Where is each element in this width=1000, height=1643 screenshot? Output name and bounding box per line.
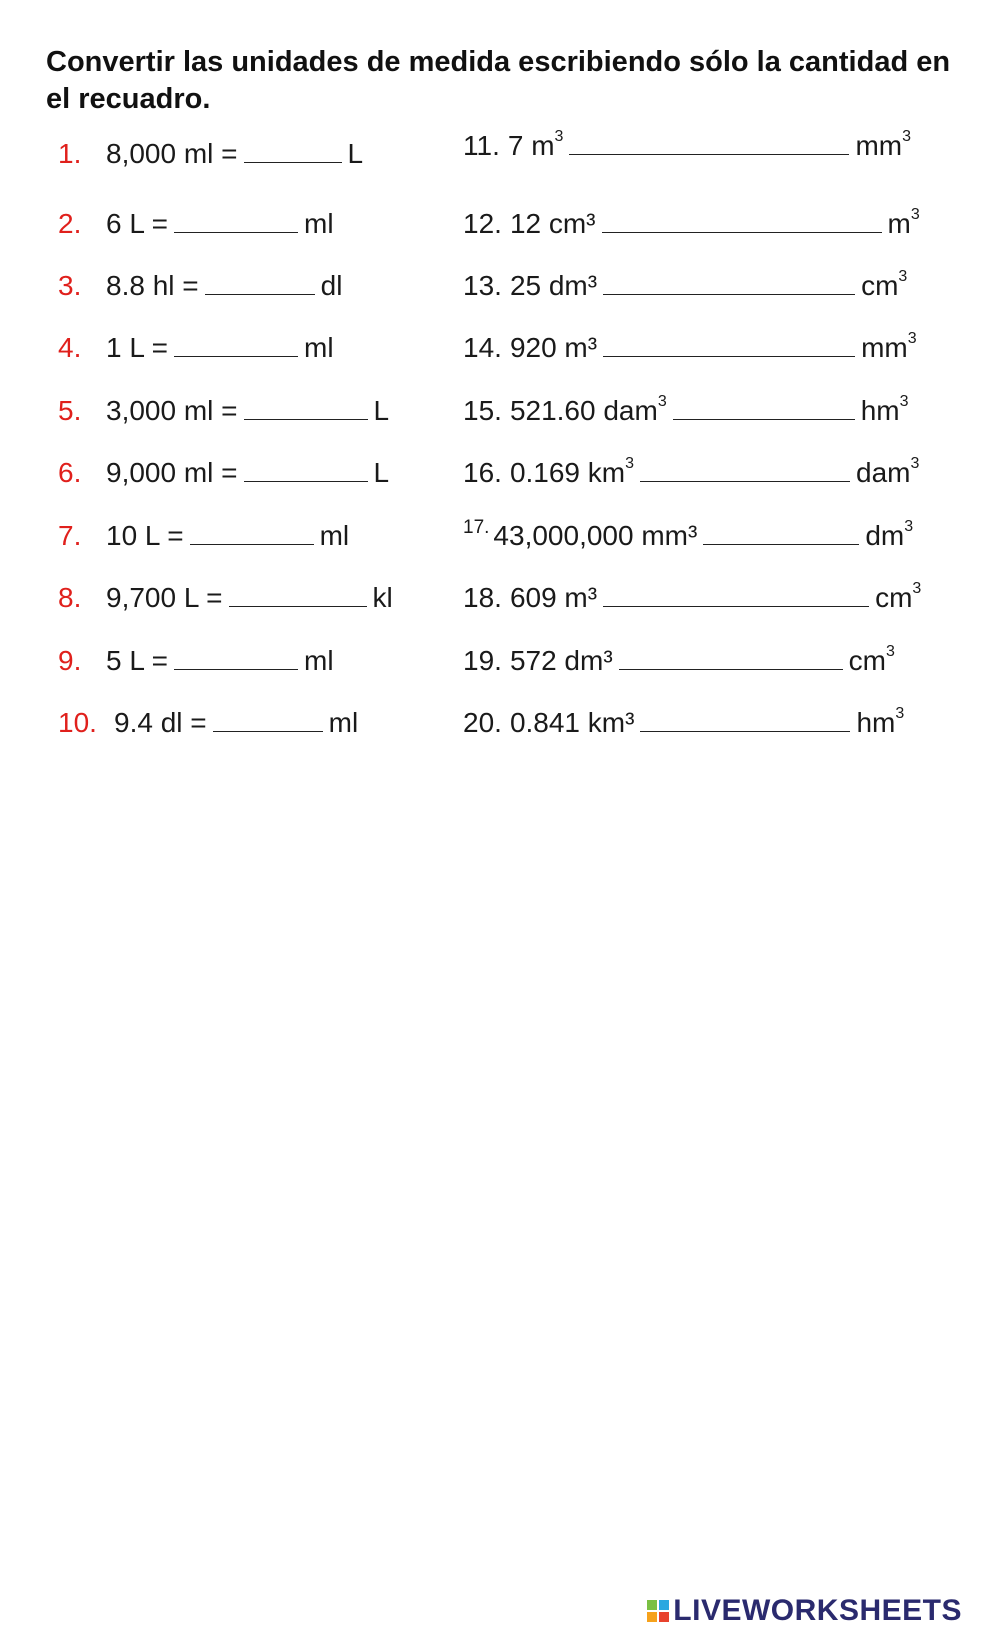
- target-unit: m: [887, 208, 911, 239]
- exercise-number: 9.: [58, 645, 82, 676]
- right-exercise-row: [463, 455, 919, 491]
- exercise-number: 14.: [463, 332, 502, 363]
- exercise-expression: 572 dm³: [509, 645, 613, 676]
- logo-square-1: [647, 1600, 657, 1610]
- answer-blank[interactable]: [213, 705, 323, 732]
- answer-blank[interactable]: [673, 393, 855, 420]
- answer-blank[interactable]: [640, 705, 850, 732]
- left-exercise-row: [58, 330, 334, 366]
- answer-blank[interactable]: [174, 643, 298, 670]
- exercise-expression: 920 m³: [509, 332, 598, 363]
- left-exercise-row: [58, 580, 393, 616]
- expression-exponent: 3: [625, 454, 635, 472]
- target-unit: hm: [856, 707, 896, 738]
- liveworksheets-logo: [647, 1594, 962, 1628]
- exercise-expression: 1 L =: [106, 332, 169, 363]
- exercise-expression: 10 L =: [106, 520, 184, 551]
- answer-blank[interactable]: [602, 206, 882, 233]
- target-unit: mm: [855, 130, 903, 161]
- exercise-expression: 3,000 ml =: [106, 395, 238, 426]
- exercise-number: 17.: [463, 516, 490, 538]
- right-exercise-row: [463, 643, 895, 679]
- answer-blank[interactable]: [244, 393, 368, 420]
- logo-square-3: [647, 1612, 657, 1622]
- exercise-expression: 0.169 km: [509, 457, 626, 488]
- target-unit: L: [347, 138, 364, 169]
- exercise-expression: 25 dm³: [509, 270, 598, 301]
- right-exercise-row: [463, 206, 920, 242]
- page-title: Convertir las unidades de medida escribiendo sólo la cantidad en el recuadro.: [46, 46, 951, 115]
- left-exercise-row: [58, 705, 358, 741]
- exercise-number: 6.: [58, 457, 82, 488]
- target-unit: cm: [848, 645, 886, 676]
- answer-blank[interactable]: [703, 518, 859, 545]
- unit-exponent: 3: [907, 329, 917, 347]
- target-unit: L: [373, 395, 390, 426]
- answer-blank[interactable]: [174, 330, 298, 357]
- unit-exponent: 3: [885, 642, 895, 660]
- exercise-number: 7.: [58, 520, 82, 551]
- exercise-number: 10.: [58, 707, 97, 738]
- exercise-expression: 9,700 L =: [106, 582, 223, 613]
- exercise-number: 4.: [58, 332, 82, 363]
- exercise-expression: 5 L =: [106, 645, 169, 676]
- exercise-expression: 8.8 hl =: [106, 270, 199, 301]
- exercise-number: 1.: [58, 138, 82, 169]
- left-exercise-row: [58, 518, 349, 554]
- exercise-expression: 6 L =: [106, 208, 169, 239]
- right-exercise-row: [463, 393, 909, 429]
- right-exercise-row: [463, 128, 911, 164]
- exercise-number: 3.: [58, 270, 82, 301]
- exercise-expression: 7 m: [507, 130, 555, 161]
- right-exercise-row: [463, 330, 917, 366]
- answer-blank[interactable]: [603, 268, 855, 295]
- answer-blank[interactable]: [174, 206, 298, 233]
- left-exercise-row: [58, 206, 334, 242]
- unit-exponent: 3: [899, 392, 909, 410]
- target-unit: ml: [328, 707, 359, 738]
- answer-blank[interactable]: [244, 136, 342, 163]
- logo-text: LIVEWORKSHEETS: [673, 1594, 962, 1627]
- answer-blank[interactable]: [244, 455, 368, 482]
- target-unit: dm: [865, 520, 905, 551]
- target-unit: cm: [861, 270, 899, 301]
- exercise-number: 18.: [463, 582, 502, 613]
- exercise-number: 13.: [463, 270, 502, 301]
- answer-blank[interactable]: [603, 580, 869, 607]
- target-unit: ml: [304, 208, 334, 239]
- exercise-expression: 9.4 dl =: [114, 707, 207, 738]
- exercise-number: 8.: [58, 582, 82, 613]
- left-exercise-row: [58, 643, 334, 679]
- right-exercise-row: [463, 518, 913, 554]
- exercise-expression: 521.60 dam: [509, 395, 658, 426]
- unit-exponent: 3: [898, 267, 908, 285]
- answer-blank[interactable]: [569, 128, 849, 155]
- exercise-number: 20.: [463, 707, 502, 738]
- left-exercise-row: [58, 455, 389, 491]
- left-exercise-row: [58, 393, 389, 429]
- logo-mark-icon: [647, 1600, 669, 1622]
- target-unit: mm: [861, 332, 908, 363]
- target-unit: ml: [304, 332, 334, 363]
- logo-square-4: [659, 1612, 669, 1622]
- target-unit: kl: [372, 582, 393, 613]
- exercise-expression: 8,000 ml =: [106, 138, 238, 169]
- exercise-number: 5.: [58, 395, 82, 426]
- unit-exponent: 3: [904, 517, 914, 535]
- unit-exponent: 3: [895, 704, 905, 722]
- answer-blank[interactable]: [190, 518, 314, 545]
- target-unit: dam: [856, 457, 911, 488]
- exercise-expression: 12 cm³: [509, 208, 596, 239]
- target-unit: cm: [875, 582, 913, 613]
- exercise-expression: 0.841 km³: [509, 707, 635, 738]
- exercise-number: 16.: [463, 457, 502, 488]
- logo-square-2: [659, 1600, 669, 1610]
- answer-blank[interactable]: [205, 268, 315, 295]
- unit-exponent: 3: [910, 205, 920, 223]
- left-exercise-row: [58, 268, 342, 304]
- exercise-number: 2.: [58, 208, 82, 239]
- target-unit: L: [373, 457, 390, 488]
- target-unit: dl: [320, 270, 343, 301]
- target-unit: ml: [304, 645, 334, 676]
- expression-exponent: 3: [657, 392, 667, 410]
- right-exercise-row: [463, 580, 921, 616]
- right-exercise-row: [463, 268, 907, 304]
- unit-exponent: 3: [910, 454, 920, 472]
- target-unit: ml: [319, 520, 350, 551]
- answer-blank[interactable]: [603, 330, 855, 357]
- unit-exponent: 3: [912, 579, 922, 597]
- answer-blank[interactable]: [640, 455, 850, 482]
- exercise-expression: 609 m³: [509, 582, 598, 613]
- exercise-number: 12.: [463, 208, 502, 239]
- expression-exponent: 3: [554, 127, 564, 145]
- unit-exponent: 3: [902, 127, 912, 145]
- exercise-expression: 9,000 ml =: [106, 457, 238, 488]
- exercise-expression: 43,000,000 mm³: [493, 520, 698, 551]
- exercise-number: 15.: [463, 395, 502, 426]
- left-exercise-row: [58, 136, 363, 172]
- right-exercise-row: [463, 705, 904, 741]
- exercise-number: 11.: [463, 130, 500, 161]
- answer-blank[interactable]: [619, 643, 843, 670]
- target-unit: hm: [860, 395, 900, 426]
- exercise-number: 19.: [463, 645, 502, 676]
- answer-blank[interactable]: [229, 580, 367, 607]
